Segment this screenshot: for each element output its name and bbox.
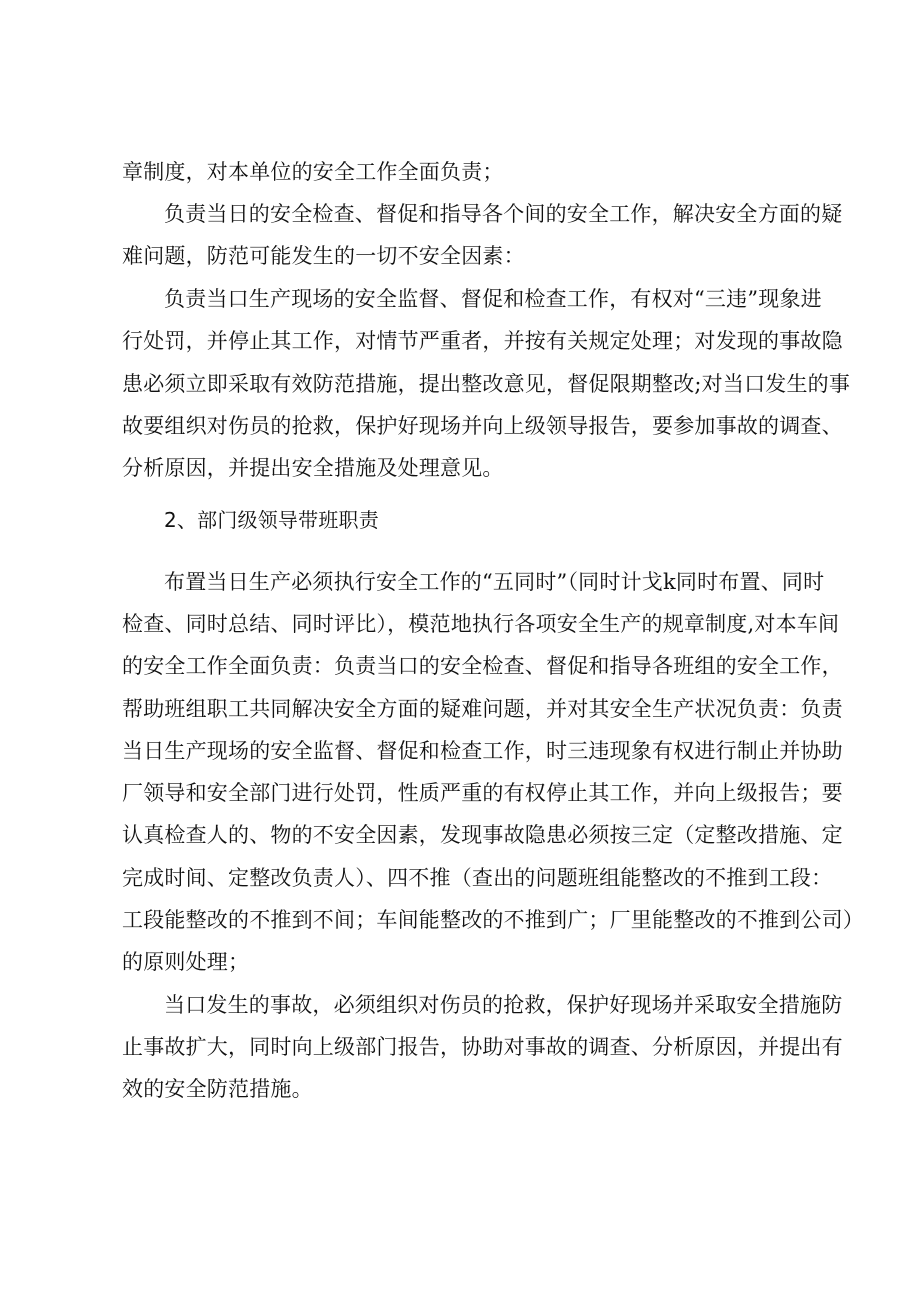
text-line: 工段能整改的不推到不间；车间能整改的不推到广；厂里能整改的不推到公司） [122, 908, 864, 932]
text-line: 厂领导和安全部门进行处罚，性质严重的有权停止其工作，并向上级报告；要 [122, 781, 843, 805]
text-line: 分析原因，并提出安全措施及处理意见。 [122, 456, 504, 480]
text-line: 检查、同时总结、同时评比），模范地执行各项安全生产的规章制度,对本车间 [122, 612, 840, 636]
section-heading: 2、部门级领导带班职责 [164, 508, 379, 532]
text-line: 布置当日生产必须执行安全工作的“五同时”（同时计戈k同时布置、同时 [164, 570, 825, 594]
text-line: 认真检查人的、物的不安全因素，发现事故隐患必须按三定（定整改措施、定 [122, 823, 843, 847]
text-line: 帮助班组职工共同解决安全方面的疑难问题，并对其安全生产状况负责：负责 [122, 697, 843, 721]
text-line: 完成时间、定整改负责人）、四不推（查出的问题班组能整改的不推到工段： [122, 866, 833, 890]
text-line: 负责当日的安全检查、督促和指导各个间的安全工作，解决安全方面的疑 [164, 202, 843, 226]
text-line: 当日生产现场的安全监督、督促和检查工作，时三违现象有权进行制止并协助 [122, 739, 843, 763]
text-line: 当口发生的事故，必须组织对伤员的抢救，保护好现场并采取安全措施防 [164, 993, 843, 1017]
text-line: 效的安全防范措施。 [122, 1077, 313, 1101]
text-line: 的安全工作全面负责：负责当口的安全检查、督促和指导各班组的安全工作， [122, 654, 843, 678]
text-line: 行处罚，并停止其工作，对情节严重者，并按有关规定处理；对发现的事故隐 [122, 329, 843, 353]
text-line: 故要组织对伤员的抢救，保护好现场并向上级领导报告，要参加事故的调查、 [122, 414, 843, 438]
text-line: 患必须立即采取有效防范措施，提出整改意见，督促限期整改;对当口发生的事 [122, 372, 851, 396]
text-line: 章制度，对本单位的安全工作全面负责； [122, 160, 504, 184]
text-line: 的原则处理； [122, 950, 250, 974]
text-line: 止事故扩大，同时向上级部门报告，协助对事故的调查、分析原因，并提出有 [122, 1035, 843, 1059]
text-line: 负责当口生产现场的安全监督、督促和检查工作，有权对“三违”现象进 [164, 287, 822, 311]
text-line: 难问题，防范可能发生的一切不安全因素： [122, 244, 525, 268]
